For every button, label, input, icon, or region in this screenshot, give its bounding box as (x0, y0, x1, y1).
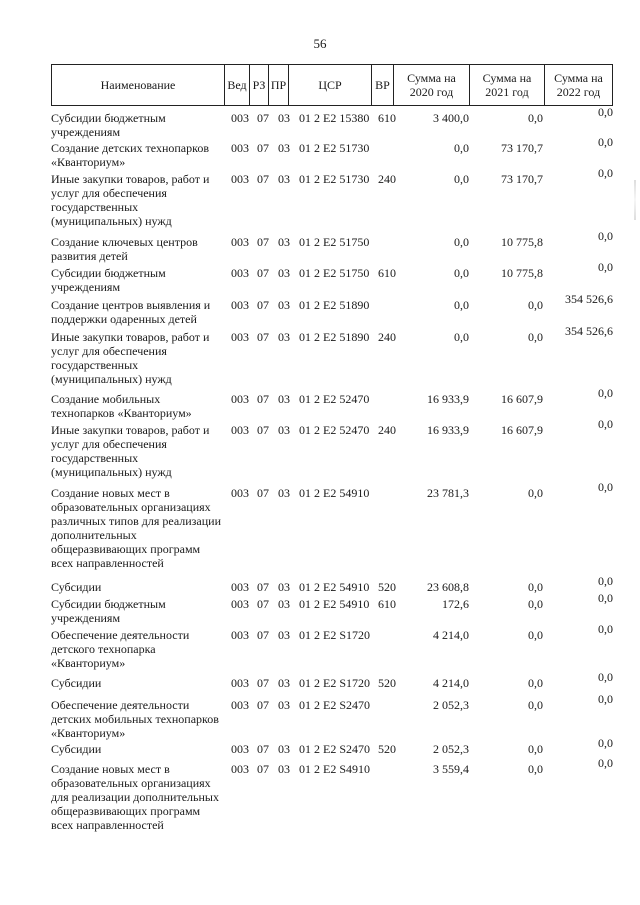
row-name: Создание мобильных технопарков «Кванториум» (51, 392, 192, 420)
row-sum-2021: 16 607,9 (501, 423, 543, 437)
row-rz: 07 (257, 597, 269, 611)
row-ved: 003 (231, 742, 249, 756)
row-ved: 003 (231, 235, 249, 249)
row-name: Субсидии бюджетным учреждениям (51, 266, 166, 294)
header-csr: ЦСР (289, 65, 372, 105)
row-csr: 01 2 E2 54910 (299, 580, 370, 594)
row-pr: 03 (278, 676, 290, 690)
row-sum-2022: 0,0 (598, 166, 613, 180)
row-pr: 03 (278, 762, 290, 776)
header-sum-2022: Сумма на 2022 год (545, 65, 613, 105)
row-pr: 03 (278, 628, 290, 642)
row-name: Субсидии бюджетным учреждениям (51, 111, 166, 139)
row-name: Обеспечение деятельности детского технопарка «Кванториум» (51, 628, 190, 670)
row-sum-2022: 0,0 (598, 480, 613, 494)
row-sum-2020: 2 052,3 (433, 742, 469, 756)
row-rz: 07 (257, 330, 269, 344)
header-ved: Вед (225, 65, 250, 105)
row-sum-2020: 0,0 (454, 172, 469, 186)
row-csr: 01 2 E2 15380 (299, 111, 370, 125)
row-name: Создание новых мест в образовательных организациях различных типов для реализации дополнительных общеразвивающих программ всех направленностей (51, 486, 222, 570)
row-sum-2020: 0,0 (454, 298, 469, 312)
row-vr: 240 (378, 330, 396, 344)
row-ved: 003 (231, 698, 249, 712)
row-sum-2020: 3 559,4 (433, 762, 469, 776)
row-ved: 003 (231, 762, 249, 776)
row-rz: 07 (257, 266, 269, 280)
row-sum-2022: 0,0 (598, 229, 613, 243)
row-rz: 07 (257, 742, 269, 756)
row-ved: 003 (231, 330, 249, 344)
header-name: Наименование (51, 65, 225, 105)
row-csr: 01 2 E2 54910 (299, 597, 370, 611)
row-csr: 01 2 E2 54910 (299, 486, 370, 500)
row-csr: 01 2 E2 51890 (299, 330, 370, 344)
row-ved: 003 (231, 628, 249, 642)
row-sum-2021: 0,0 (528, 486, 543, 500)
row-sum-2021: 10 775,8 (501, 235, 543, 249)
budget-table (51, 64, 613, 832)
row-pr: 03 (278, 172, 290, 186)
row-sum-2020: 16 933,9 (427, 423, 469, 437)
row-sum-2021: 0,0 (528, 698, 543, 712)
row-pr: 03 (278, 597, 290, 611)
table-header (51, 64, 613, 106)
row-rz: 07 (257, 628, 269, 642)
row-sum-2020: 4 214,0 (433, 628, 469, 642)
scan-artifact (634, 180, 636, 220)
row-rz: 07 (257, 298, 269, 312)
row-sum-2020: 0,0 (454, 141, 469, 155)
row-rz: 07 (257, 111, 269, 125)
row-sum-2022: 0,0 (598, 135, 613, 149)
row-sum-2020: 23 608,8 (427, 580, 469, 594)
row-csr: 01 2 E2 S1720 (299, 676, 371, 690)
row-name: Создание ключевых центров развития детей (51, 235, 198, 263)
row-sum-2022: 0,0 (598, 574, 613, 588)
row-sum-2022: 0,0 (598, 105, 613, 119)
row-csr: 01 2 E2 S4910 (299, 762, 371, 776)
header-sum-2021: Сумма на 2021 год (470, 65, 545, 105)
row-csr: 01 2 E2 51750 (299, 235, 370, 249)
row-sum-2020: 16 933,9 (427, 392, 469, 406)
row-sum-2022: 0,0 (598, 386, 613, 400)
row-vr: 610 (378, 597, 396, 611)
row-csr: 01 2 E2 51730 (299, 141, 370, 155)
row-name: Создание новых мест в образовательных организациях для реализации дополнительных общеразвивающих программ всех направленностей (51, 762, 219, 832)
row-rz: 07 (257, 141, 269, 155)
row-name: Субсидии (51, 676, 102, 690)
header-sum-2020: Сумма на 2020 год (394, 65, 470, 105)
row-ved: 003 (231, 676, 249, 690)
row-sum-2021: 0,0 (528, 628, 543, 642)
row-pr: 03 (278, 141, 290, 155)
row-pr: 03 (278, 423, 290, 437)
row-sum-2020: 4 214,0 (433, 676, 469, 690)
row-sum-2020: 23 781,3 (427, 486, 469, 500)
row-sum-2020: 2 052,3 (433, 698, 469, 712)
row-rz: 07 (257, 580, 269, 594)
row-rz: 07 (257, 762, 269, 776)
row-ved: 003 (231, 486, 249, 500)
page-number: 56 (313, 36, 327, 51)
row-sum-2021: 0,0 (528, 580, 543, 594)
row-pr: 03 (278, 698, 290, 712)
row-ved: 003 (231, 172, 249, 186)
row-sum-2020: 0,0 (454, 235, 469, 249)
row-ved: 003 (231, 423, 249, 437)
row-sum-2022: 0,0 (598, 736, 613, 750)
row-sum-2021: 73 170,7 (501, 172, 543, 186)
row-sum-2021: 0,0 (528, 330, 543, 344)
row-rz: 07 (257, 423, 269, 437)
row-csr: 01 2 E2 51730 (299, 172, 370, 186)
row-pr: 03 (278, 111, 290, 125)
row-sum-2021: 16 607,9 (501, 392, 543, 406)
row-csr: 01 2 E2 51890 (299, 298, 370, 312)
row-vr: 240 (378, 172, 396, 186)
row-sum-2021: 0,0 (528, 762, 543, 776)
row-rz: 07 (257, 235, 269, 249)
row-sum-2021: 10 775,8 (501, 266, 543, 280)
row-sum-2020: 0,0 (454, 266, 469, 280)
header-vr: ВР (372, 65, 394, 105)
row-sum-2020: 172,6 (442, 597, 469, 611)
row-name: Иные закупки товаров, работ и услуг для обеспечения государственных (муниципальных) нужд (51, 423, 210, 479)
row-vr: 610 (378, 111, 396, 125)
row-pr: 03 (278, 580, 290, 594)
row-ved: 003 (231, 580, 249, 594)
row-csr: 01 2 E2 52470 (299, 423, 370, 437)
row-rz: 07 (257, 698, 269, 712)
row-sum-2021: 0,0 (528, 298, 543, 312)
row-vr: 520 (378, 580, 396, 594)
row-sum-2020: 0,0 (454, 330, 469, 344)
row-vr: 240 (378, 423, 396, 437)
row-sum-2022: 354 526,6 (565, 324, 613, 338)
row-name: Создание центров выявления и поддержки одаренных детей (51, 298, 211, 326)
row-ved: 003 (231, 141, 249, 155)
row-sum-2021: 0,0 (528, 111, 543, 125)
row-sum-2021: 0,0 (528, 676, 543, 690)
row-vr: 520 (378, 676, 396, 690)
row-sum-2022: 0,0 (598, 591, 613, 605)
row-csr: 01 2 E2 S1720 (299, 628, 371, 642)
row-pr: 03 (278, 392, 290, 406)
row-sum-2022: 354 526,6 (565, 292, 613, 306)
row-pr: 03 (278, 298, 290, 312)
header-rz: РЗ (250, 65, 269, 105)
row-ved: 003 (231, 298, 249, 312)
row-sum-2021: 0,0 (528, 742, 543, 756)
row-pr: 03 (278, 266, 290, 280)
row-sum-2021: 0,0 (528, 597, 543, 611)
row-sum-2022: 0,0 (598, 670, 613, 684)
row-ved: 003 (231, 392, 249, 406)
row-sum-2022: 0,0 (598, 622, 613, 636)
row-name: Иные закупки товаров, работ и услуг для обеспечения государственных (муниципальных) нужд (51, 172, 210, 228)
row-csr: 01 2 E2 51750 (299, 266, 370, 280)
row-name: Субсидии (51, 580, 102, 594)
row-rz: 07 (257, 486, 269, 500)
row-csr: 01 2 E2 52470 (299, 392, 370, 406)
row-rz: 07 (257, 676, 269, 690)
row-vr: 520 (378, 742, 396, 756)
row-sum-2020: 3 400,0 (433, 111, 469, 125)
row-csr: 01 2 E2 S2470 (299, 698, 371, 712)
row-vr: 610 (378, 266, 396, 280)
row-name: Субсидии бюджетным учреждениям (51, 597, 166, 625)
row-ved: 003 (231, 111, 249, 125)
row-name: Создание детских технопарков «Кванториум» (51, 141, 209, 169)
row-pr: 03 (278, 742, 290, 756)
row-sum-2022: 0,0 (598, 260, 613, 274)
row-ved: 003 (231, 597, 249, 611)
row-rz: 07 (257, 172, 269, 186)
row-sum-2022: 0,0 (598, 756, 613, 770)
row-sum-2021: 73 170,7 (501, 141, 543, 155)
row-csr: 01 2 E2 S2470 (299, 742, 371, 756)
row-sum-2022: 0,0 (598, 417, 613, 431)
header-pr: ПР (269, 65, 289, 105)
row-ved: 003 (231, 266, 249, 280)
row-rz: 07 (257, 392, 269, 406)
row-name: Субсидии (51, 742, 102, 756)
row-pr: 03 (278, 486, 290, 500)
row-sum-2022: 0,0 (598, 692, 613, 706)
row-pr: 03 (278, 235, 290, 249)
row-name: Иные закупки товаров, работ и услуг для обеспечения государственных (муниципальных) нужд (51, 330, 210, 386)
row-pr: 03 (278, 330, 290, 344)
row-name: Обеспечение деятельности детских мобильных технопарков «Кванториум» (51, 698, 219, 740)
